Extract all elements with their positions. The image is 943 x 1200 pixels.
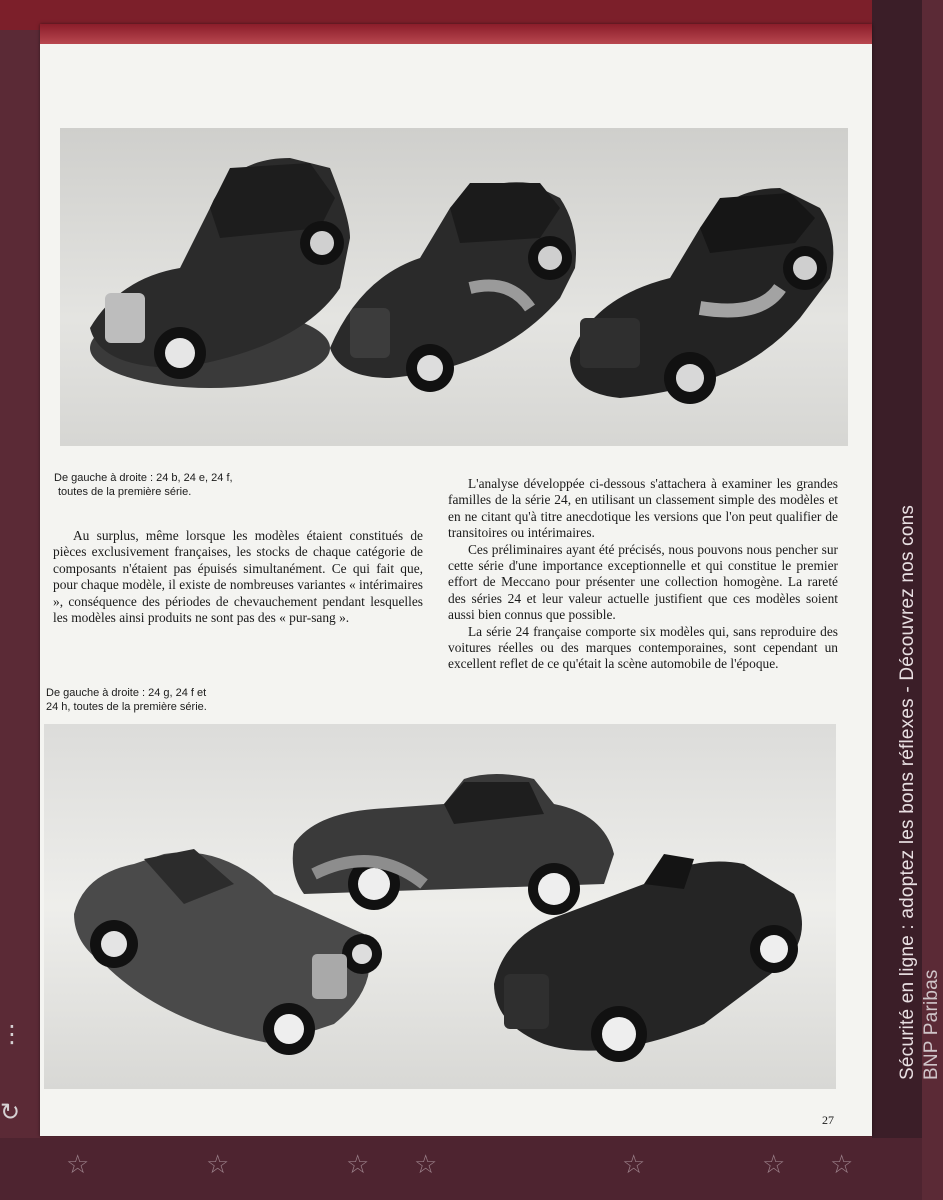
page-number: 27 — [822, 1113, 834, 1127]
left-column-text — [53, 528, 423, 626]
car-24b-image — [90, 158, 350, 388]
star-icon[interactable]: ☆ — [762, 1150, 786, 1180]
car-24f-image — [570, 188, 833, 404]
side-banner-text[interactable]: Sécurité en ligne : adoptez les bons réflexes - Découvrez nos cons — [897, 504, 918, 1080]
star-icon[interactable]: ☆ — [66, 1150, 90, 1180]
book-page — [40, 24, 872, 1136]
star-icon[interactable]: ☆ — [622, 1150, 646, 1180]
photo-second-three-cars — [44, 724, 836, 1089]
caption-mid-line1: De gauche à droite : 24 g, 24 f et — [46, 687, 207, 699]
car-24f-coupe-image — [293, 774, 614, 915]
star-icon[interactable]: ☆ — [414, 1150, 438, 1180]
car-24e-image — [330, 182, 576, 392]
right-paragraph-1: L'analyse développée ci-dessous s'attachera à examiner les grandes familles de la série 24, en utilisant un classement simple des modèles et en ne citant qu'à titre anecdotique les versions que l'on peut qualifier de transitoires ou intérimaires. — [448, 476, 838, 541]
star-icon[interactable]: ☆ — [830, 1150, 854, 1180]
page-top-edge — [40, 24, 872, 44]
photo-three-cars — [60, 128, 848, 446]
ellipsis-icon[interactable]: ⋮ — [0, 1020, 24, 1048]
refresh-icon[interactable]: ↻ — [0, 1098, 21, 1126]
right-paragraph-3: La série 24 française comporte six modèles qui, sans reproduire des voitures réelles ou des marques contemporaines, sont cependant un excellent reflet de ce qu'était la scène automobile de l'époque. — [448, 623, 838, 672]
left-paragraph: Au surplus, même lorsque les modèles étaient constitués de pièces exclusivement françaises, les stocks de chaque catégorie de composants n'étaient pas épuisés simultanément. Ce qui fait que, pour chaque modèle, il existe de nombreuses variantes « intérimaires », conséquence des périodes de chevauchement pendant lesquelles les modèles ainsi produits ne sont pas des « pur-sang ». — [53, 528, 423, 626]
right-paragraph-2: Ces préliminaires ayant été précisés, nous pouvons nous pencher sur cette série d'une importance exceptionnelle et qui constitue le premier effort de Meccano pour présenter une collection homogène. La rareté des séries 24 et leur valeur actuelle justifient que ces modèles soient aussi bien connus que possible. — [448, 541, 838, 623]
caption-mid-line2: 24 h, toutes de la première série. — [46, 701, 207, 713]
right-column-text — [448, 476, 838, 673]
caption-top — [54, 471, 354, 499]
caption-top-line2: toutes de la première série. — [58, 486, 192, 498]
caption-middle — [46, 686, 346, 714]
star-icon[interactable]: ☆ — [346, 1150, 370, 1180]
star-icon[interactable]: ☆ — [206, 1150, 230, 1180]
caption-top-line1: De gauche à droite : 24 b, 24 e, 24 f, — [54, 472, 233, 484]
side-banner-brand[interactable]: BNP Paribas — [921, 969, 942, 1080]
